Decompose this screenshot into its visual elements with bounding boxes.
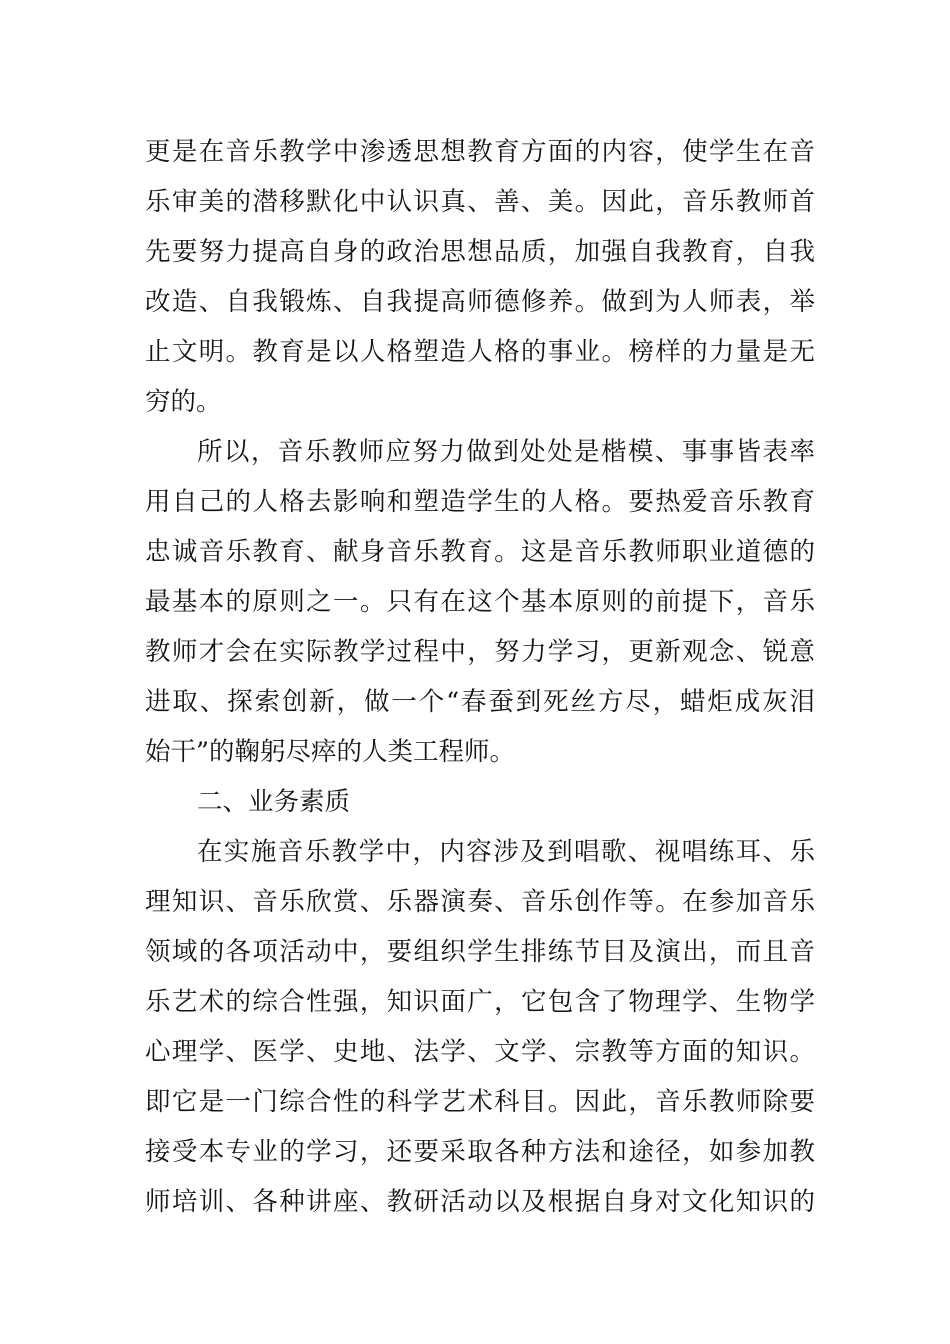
paragraph-start-line: 所以，音乐教师应努力做到处处是楷模、事事皆表率 [197, 437, 815, 467]
text-line: 接受本专业的学习，还要采取各种方法和途径，如参加教 [145, 1137, 815, 1167]
text-line: 始干”的鞠躬尽瘁的人类工程师。 [145, 737, 516, 767]
text-line: 忠诚音乐教育、献身音乐教育。这是音乐教师职业道德的 [145, 537, 815, 567]
text-line: 心理学、医学、史地、法学、文学、宗教等方面的知识。 [145, 1037, 815, 1067]
text-line: 理知识、音乐欣赏、乐器演奏、音乐创作等。在参加音乐 [145, 887, 815, 917]
text-line: 领域的各项活动中，要组织学生排练节目及演出，而且音 [145, 937, 815, 967]
paragraph-start-line: 在实施音乐教学中，内容涉及到唱歌、视唱练耳、乐 [197, 837, 815, 867]
text-line: 进取、探索创新，做一个“春蚕到死丝方尽，蜡炬成灰泪 [145, 687, 815, 717]
section-heading: 二、业务素质 [197, 787, 351, 817]
text-line: 乐审美的潜移默化中认识真、善、美。因此，音乐教师首 [145, 187, 815, 217]
text-line: 改造、自我锻炼、自我提高师德修养。做到为人师表，举 [145, 287, 815, 317]
text-line: 先要努力提高自身的政治思想品质，加强自我教育，自我 [145, 237, 815, 267]
text-line: 穷的。 [145, 387, 222, 417]
text-line: 即它是一门综合性的科学艺术科目。因此，音乐教师除要 [145, 1087, 815, 1117]
text-line: 乐艺术的综合性强，知识面广，它包含了物理学、生物学 [145, 987, 815, 1017]
text-line: 教师才会在实际教学过程中，努力学习，更新观念、锐意 [145, 637, 815, 667]
text-line: 最基本的原则之一。只有在这个基本原则的前提下，音乐 [145, 587, 815, 617]
document-body [145, 127, 815, 1227]
text-line: 师培训、各种讲座、教研活动以及根据自身对文化知识的 [145, 1187, 815, 1217]
text-line: 用自己的人格去影响和塑造学生的人格。要热爱音乐教育 [145, 487, 815, 517]
text-line: 更是在音乐教学中渗透思想教育方面的内容，使学生在音 [145, 137, 815, 167]
text-line: 止文明。教育是以人格塑造人格的事业。榜样的力量是无 [145, 337, 815, 367]
